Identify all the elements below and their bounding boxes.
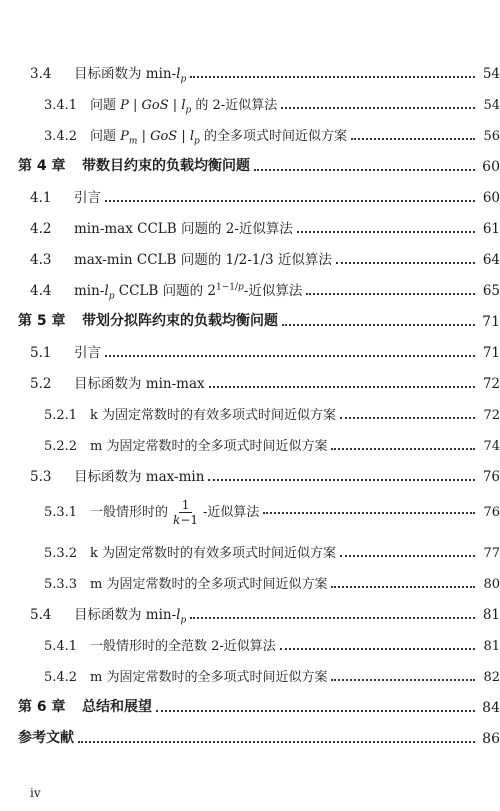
toc-entry-5-1[interactable] [0, 339, 500, 361]
page-number: 76 [482, 469, 500, 485]
entry-title: k 为固定常数时的有效多项式时间近似方案 [90, 408, 337, 423]
toc-entry-3-4-1[interactable] [0, 91, 500, 116]
entry-number: 5.2.2 [44, 439, 78, 454]
dot-leader [190, 75, 475, 78]
toc-entry-5-4-2[interactable] [0, 663, 500, 685]
entry-number: 3.4 [30, 66, 52, 82]
entry-title: 引言 [74, 345, 101, 361]
entry-number: 4.1 [30, 190, 52, 206]
entry-number: 5.4.1 [44, 639, 78, 654]
dot-leader [336, 261, 475, 264]
entry-title: 目标函数为 $\min-l_p$ [74, 607, 187, 626]
entry-title: m 为固定常数时的全多项式时间近似方案 [90, 439, 328, 454]
toc-entry-4-3[interactable] [0, 246, 500, 268]
toc-chapter-4[interactable] [0, 153, 500, 175]
page-number: 64 [482, 252, 500, 268]
entry-title: max-min CCLB 问题的 1/2-1/3 近似算法 [74, 252, 332, 268]
page-number: 81 [483, 639, 500, 654]
dot-leader [156, 709, 475, 712]
page-number: 71 [482, 314, 500, 330]
entry-number: 5.3.3 [44, 577, 78, 592]
page-number: 86 [482, 731, 500, 747]
dot-leader [306, 292, 475, 295]
dot-leader [209, 385, 475, 388]
page-number: 82 [483, 670, 500, 685]
page-number: 65 [482, 283, 500, 299]
entry-number: 5.2 [30, 376, 52, 392]
chapter-number: 第 6 章 [18, 699, 66, 715]
toc-entry-3-4[interactable] [0, 60, 500, 85]
chapter-title: 带划分拟阵约束的负载均衡问题 [82, 313, 278, 329]
dot-leader [281, 106, 475, 109]
entry-number: 5.4 [30, 607, 52, 623]
page-number: 76 [483, 504, 500, 520]
dot-leader [331, 678, 475, 681]
dot-leader [351, 137, 475, 140]
chapter-title: 带数目约束的负载均衡问题 [82, 158, 250, 174]
toc-chapter-6[interactable] [0, 694, 500, 716]
page-footer-number: iv [30, 786, 41, 800]
toc-entry-3-4-2[interactable] [0, 122, 500, 147]
entry-title: 问题 P | GoS | $l_p$ 的 2-近似算法 [90, 98, 278, 116]
toc-entry-5-2-2[interactable] [0, 432, 500, 454]
toc-references[interactable] [0, 725, 500, 747]
toc-entry-5-4-1[interactable] [0, 632, 500, 654]
chapter-title: 总结和展望 [82, 699, 152, 715]
toc-entry-5-4[interactable] [0, 601, 500, 626]
entry-title: 目标函数为 $\min-l_p$ [74, 66, 187, 85]
entry-title: m 为固定常数时的全多项式时间近似方案 [90, 670, 328, 685]
fraction: $\frac{1}{k-1}$ [173, 497, 198, 527]
dot-leader [340, 554, 475, 557]
dot-leader [282, 323, 475, 326]
references-title: 参考文献 [18, 730, 74, 746]
entry-number: 5.4.2 [44, 670, 78, 685]
entry-title: 问题 $P_m$ | GoS | $l_p$ 的全多项式时间近似方案 [90, 129, 347, 147]
chapter-number: 第 4 章 [18, 158, 66, 174]
page-number: 77 [483, 546, 500, 561]
page-number: 80 [483, 577, 500, 592]
page-number: 72 [483, 408, 500, 423]
dot-leader [208, 478, 475, 481]
entry-title: 目标函数为 max-min [74, 469, 205, 485]
toc-entry-5-3-3[interactable] [0, 570, 500, 592]
toc-entry-5-2-1[interactable] [0, 401, 500, 423]
page-number: 72 [482, 376, 500, 392]
entry-title: m 为固定常数时的全多项式时间近似方案 [90, 577, 328, 592]
entry-number: 3.4.1 [44, 98, 78, 113]
dot-leader [105, 354, 475, 357]
toc-entry-4-1[interactable] [0, 184, 500, 206]
toc-entry-5-3-1[interactable] [0, 494, 500, 530]
dot-leader [280, 647, 475, 650]
dot-leader [190, 616, 475, 619]
dot-leader [78, 740, 475, 743]
entry-title: 引言 [74, 190, 101, 206]
entry-number: 5.2.1 [44, 408, 78, 423]
page-number: 71 [482, 345, 500, 361]
page-number: 74 [483, 439, 500, 454]
entry-number: 5.1 [30, 345, 52, 361]
page-number: 84 [482, 700, 500, 716]
entry-number: 4.2 [30, 221, 52, 237]
page-number: 54 [483, 98, 500, 113]
entry-title: $\min-l_p$ CCLB 问题的 $2^{1-1/p}-$近似算法 [74, 282, 303, 302]
dot-leader [331, 585, 475, 588]
toc-entry-4-2[interactable] [0, 215, 500, 237]
entry-title: k 为固定常数时的有效多项式时间近似方案 [90, 546, 337, 561]
page-number: 56 [483, 129, 500, 144]
dot-leader [254, 168, 475, 171]
page-number: 60 [482, 190, 500, 206]
toc-entry-5-2[interactable] [0, 370, 500, 392]
dot-leader [340, 416, 475, 419]
dot-leader [297, 230, 475, 233]
page-number: 60 [482, 159, 500, 175]
entry-title: 目标函数为 min-max [74, 376, 205, 392]
entry-title: min-max CCLB 问题的 2-近似算法 [74, 221, 293, 237]
toc-entry-5-3-2[interactable] [0, 539, 500, 561]
page-number: 54 [482, 66, 500, 82]
dot-leader [331, 447, 475, 450]
toc-entry-4-4[interactable] [0, 277, 500, 302]
dot-leader [105, 199, 475, 202]
entry-title: 一般情形时的全范数 2-近似算法 [90, 639, 276, 654]
entry-number: 3.4.2 [44, 129, 78, 144]
dot-leader [263, 511, 475, 514]
toc-entry-5-3[interactable] [0, 463, 500, 485]
entry-number: 4.3 [30, 252, 52, 268]
entry-number: 5.3.1 [44, 504, 78, 520]
toc-chapter-5[interactable] [0, 308, 500, 330]
entry-number: 5.3.2 [44, 546, 78, 561]
page-number: 81 [482, 607, 500, 623]
page-number: 61 [482, 221, 500, 237]
entry-title: 一般情形时的 $\frac{1}{k-1}$ -近似算法 [90, 497, 260, 527]
entry-number: 5.3 [30, 469, 52, 485]
chapter-number: 第 5 章 [18, 313, 66, 329]
entry-number: 4.4 [30, 283, 52, 299]
